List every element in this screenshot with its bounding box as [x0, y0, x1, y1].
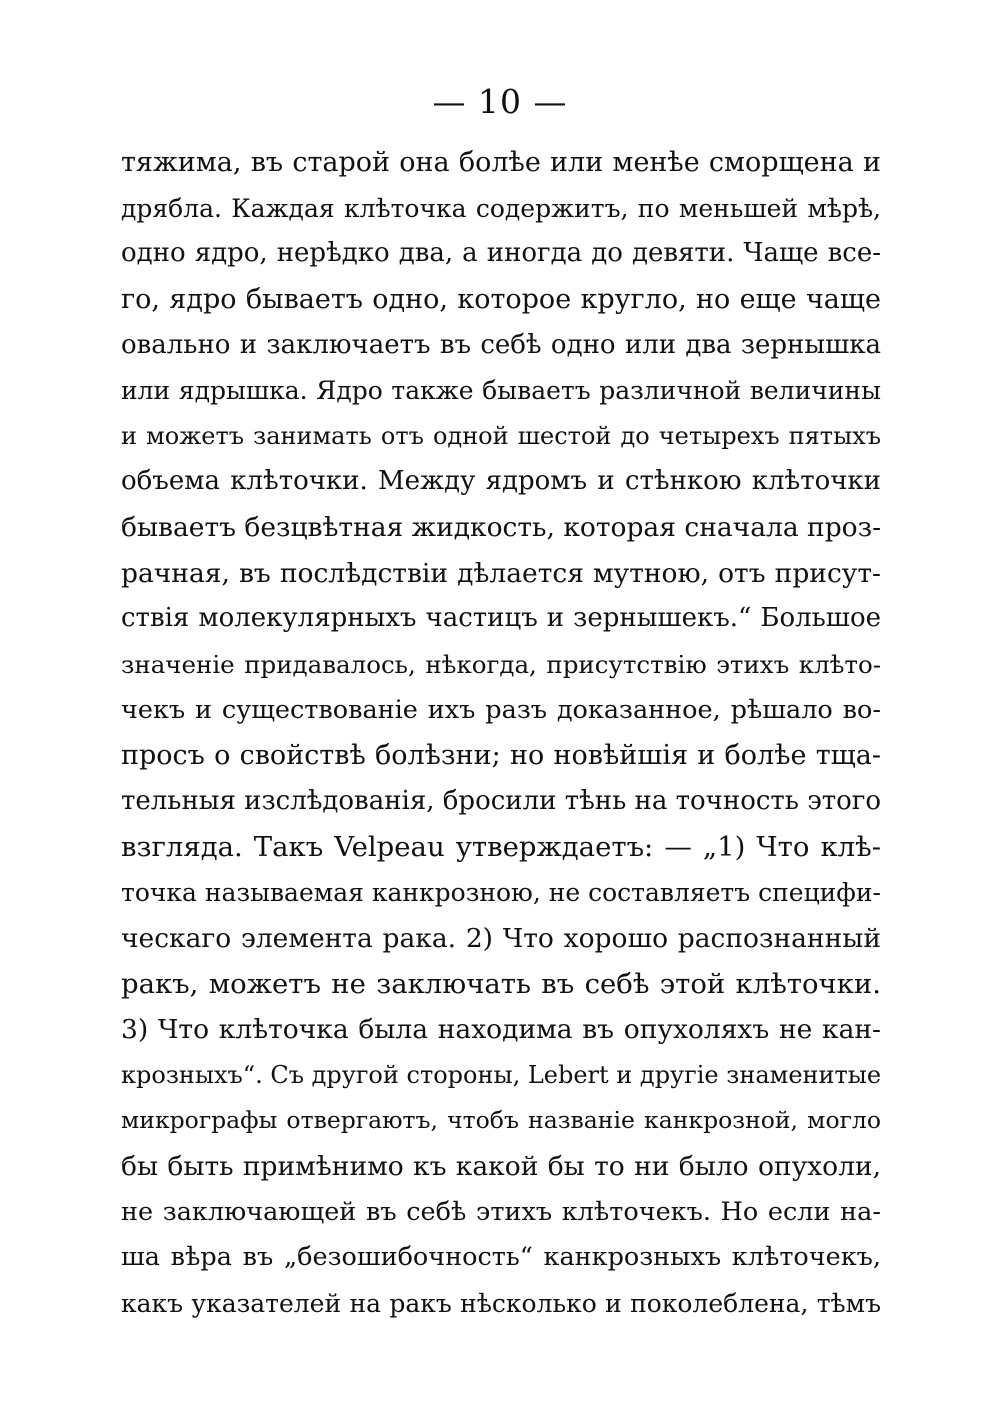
text-line: дрябла. Каждая клѣточка содержитъ, по меньшей мѣрѣ,	[121, 193, 881, 223]
text-line: тяжима, въ старой она болѣе или менѣе сморщена и	[121, 147, 881, 178]
text-line: просъ о свойствѣ болѣзни; но новѣйшія и болѣе тща-	[121, 740, 881, 772]
text-line: ракъ, можетъ не заключать въ себѣ этой клѣточки.	[121, 967, 881, 1000]
text-line: точка называемая канкрозною, не составляетъ специфи-	[121, 878, 881, 908]
text-line: ша вѣра въ „безошибочность“ канкрозныхъ клѣточекъ,	[121, 1242, 881, 1273]
text-line: бы быть примѣнимо къ какой бы то ни было опухоли,	[121, 1151, 881, 1183]
text-line: не заключающей въ себѣ этихъ клѣточекъ. Но если на-	[121, 1196, 881, 1227]
text-line: бываетъ безцвѣтная жидкость, которая сначала проз-	[121, 512, 882, 544]
text-line: одно ядро, нерѣдко два, а иногда до девяти. Чаще все-	[121, 238, 881, 269]
body-text	[121, 140, 881, 1327]
text-line: значеніе придавалось, нѣкогда, присутствію этихъ клѣто-	[121, 650, 881, 680]
page-number: — 10 —	[432, 82, 568, 121]
text-line: 3) Что клѣточка была находима въ опухоляхъ не кан-	[121, 1014, 881, 1046]
text-line: го, ядро бываетъ одно, которое кругло, но еще чаще	[121, 283, 881, 315]
text-line: рачная, въ послѣдствіи дѣлается мутною, отъ присут-	[121, 557, 881, 589]
text-line: микрографы отвергаютъ, чтобъ названіе канкрозной, могло	[121, 1106, 881, 1135]
text-line: или ядрышка. Ядро также бываетъ различной величины	[121, 376, 881, 406]
text-line: ческаго элемента рака. 2) Что хорошо распознанный	[121, 922, 881, 954]
text-line: овально и заключаетъ въ себѣ одно или два зернышка	[121, 329, 881, 360]
text-line: ствія молекулярныхъ частицъ и зернышекъ.“ Большое	[121, 603, 881, 634]
text-line: какъ указателей на ракъ нѣсколько и поколеблена, тѣмъ	[121, 1289, 881, 1319]
text-line: крозныхъ“. Съ другой стороны, Lebert и другіе знаменитые	[121, 1060, 882, 1089]
text-line: объема клѣточки. Между ядромъ и стѣнкою клѣточки	[121, 466, 881, 497]
text-line: тельныя изслѣдованія, бросили тѣнь на точность этого	[121, 785, 882, 816]
text-line: чекъ и существованіе ихъ разъ доказанное, рѣшало во-	[121, 694, 881, 725]
text-line: взгляда. Такъ Velpeau утверждаетъ: — „1) Что клѣ-	[121, 830, 881, 863]
text-line: и можетъ занимать отъ одной шестой до четырехъ пятыхъ	[121, 421, 881, 450]
